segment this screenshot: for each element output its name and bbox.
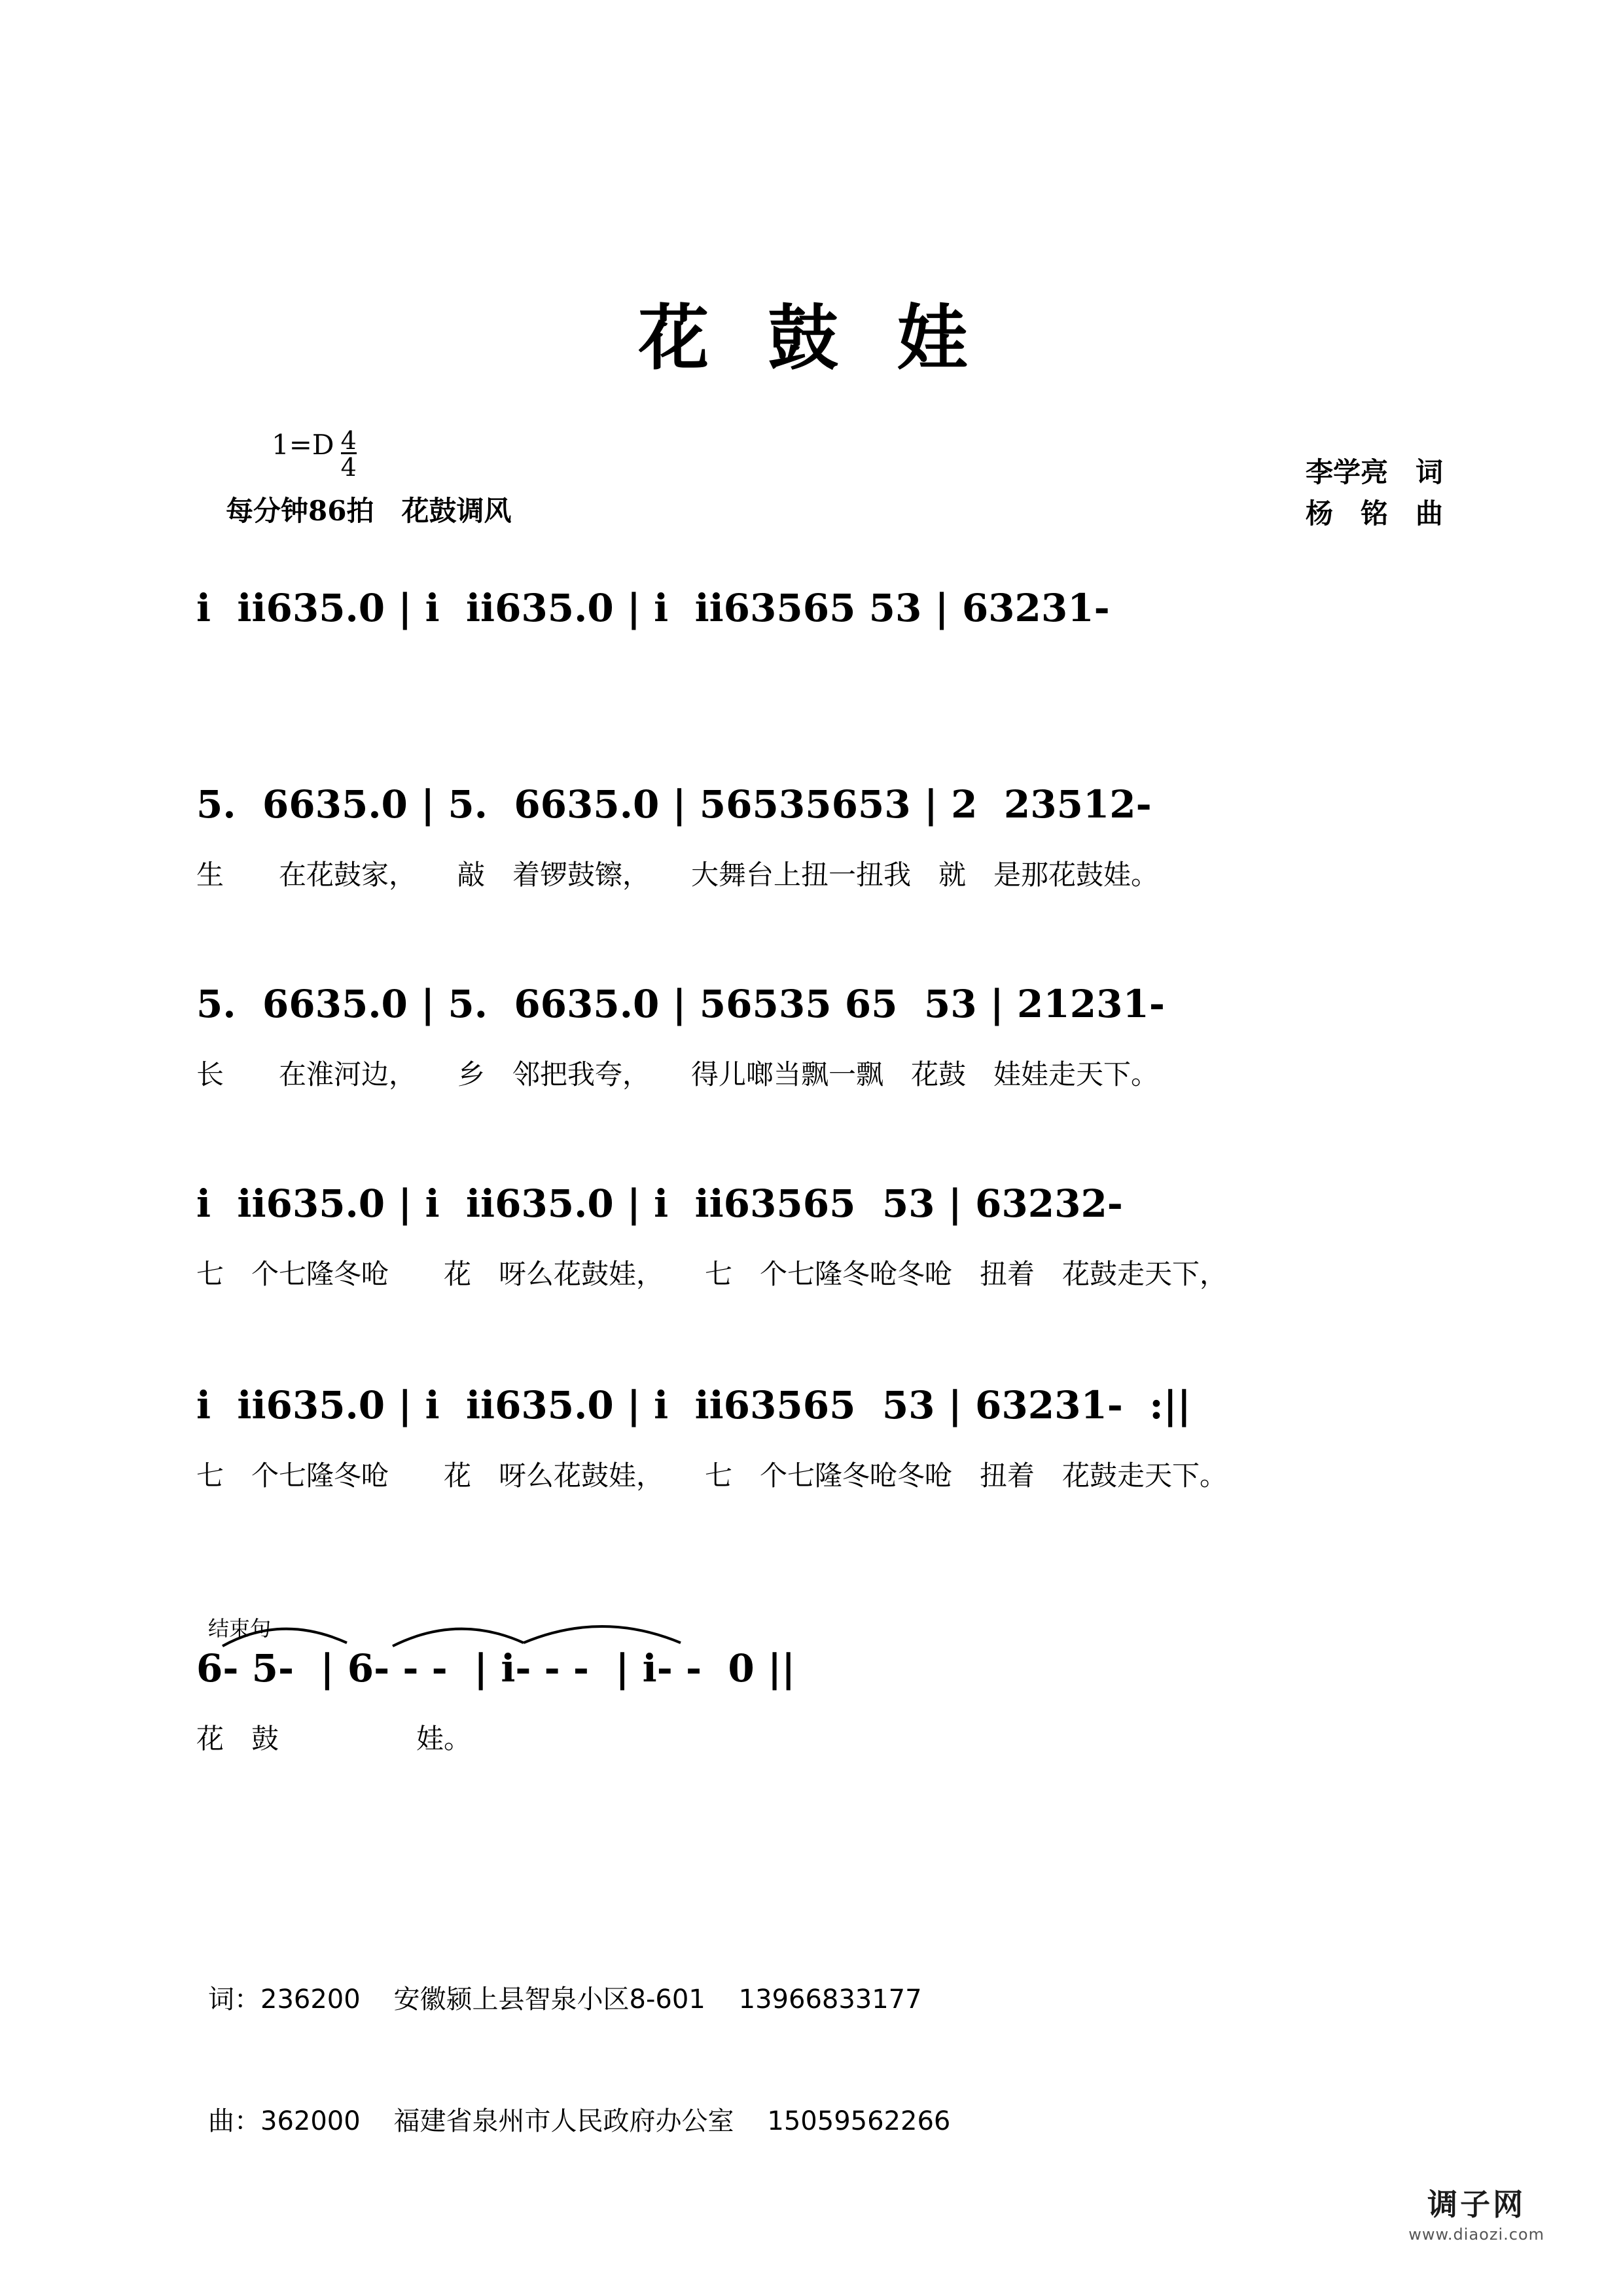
music-system-2 (196, 782, 1459, 893)
lyricist-credit: 李学亮 词 (1305, 456, 1443, 488)
notes-line-2: 5. 6635.0 | 5. 6635.0 | 56535653 | 2 23512- (196, 782, 1152, 827)
credits-block (1306, 452, 1443, 534)
tempo-marking: 每分钟86拍 花鼓调风 (226, 495, 512, 527)
watermark-site-name: 调子网 (1427, 2187, 1526, 2222)
music-system-4 (196, 1181, 1459, 1292)
watermark (1408, 2181, 1544, 2244)
footer-line-composer: 曲：362000 福建省泉州市人民政府办公室 15059562266 (208, 2106, 951, 2136)
notes-line-3: 5. 6635.0 | 5. 6635.0 | 56535 65 53 | 21231- (196, 982, 1165, 1026)
music-system-1 (196, 586, 1459, 640)
music-system-5 (196, 1383, 1459, 1494)
footer-line-lyricist: 词：236200 安徽颍上县智泉小区8-601 13966833177 (208, 1984, 922, 2015)
page-title: 花 鼓 娃 (638, 297, 985, 380)
lyrics-line-coda: 花 鼓 娃。 (196, 1723, 472, 1755)
time-signature (340, 426, 357, 482)
key-signature (272, 426, 357, 482)
composer-credit: 杨 铭 曲 (1305, 497, 1443, 529)
lyrics-line-2: 生 在花鼓家， 敲 着锣鼓镲， 大舞台上扭一扭我 就 是那花鼓娃。 (196, 859, 1159, 891)
time-signature-numerator: 4 (340, 426, 357, 455)
lyrics-line-4: 七 个七隆冬呛 花 呀么花鼓娃， 七 个七隆冬呛冬呛 扭着 花鼓走天下， (196, 1258, 1228, 1290)
footer-contact (208, 1898, 950, 2223)
notes-line-1: i ii635.0 | i ii635.0 | i ii63565 53 | 63231- (196, 586, 1110, 630)
notes-line-coda: 6- 5- | 6- - - | i- - - | i- - 0 || (196, 1646, 796, 1691)
notes-line-5: i ii635.0 | i ii635.0 | i ii63565 53 | 63231- :|| (196, 1383, 1191, 1427)
coda-label: 结束句 (208, 1616, 272, 1641)
lyrics-line-5: 七 个七隆冬呛 花 呀么花鼓娃， 七 个七隆冬呛冬呛 扭着 花鼓走天下。 (196, 1460, 1228, 1492)
watermark-url: www.diaozi.com (1408, 2225, 1544, 2244)
time-signature-denominator: 4 (340, 453, 357, 482)
key-label: 1=D (272, 429, 334, 461)
music-system-3 (196, 982, 1459, 1092)
music-system-coda (196, 1646, 1459, 1757)
lyrics-line-3: 长 在淮河边， 乡 邻把我夸， 得儿啷当飘一飘 花鼓 娃娃走天下。 (196, 1058, 1159, 1090)
notes-line-4: i ii635.0 | i ii635.0 | i ii63565 53 | 63232- (196, 1181, 1123, 1226)
